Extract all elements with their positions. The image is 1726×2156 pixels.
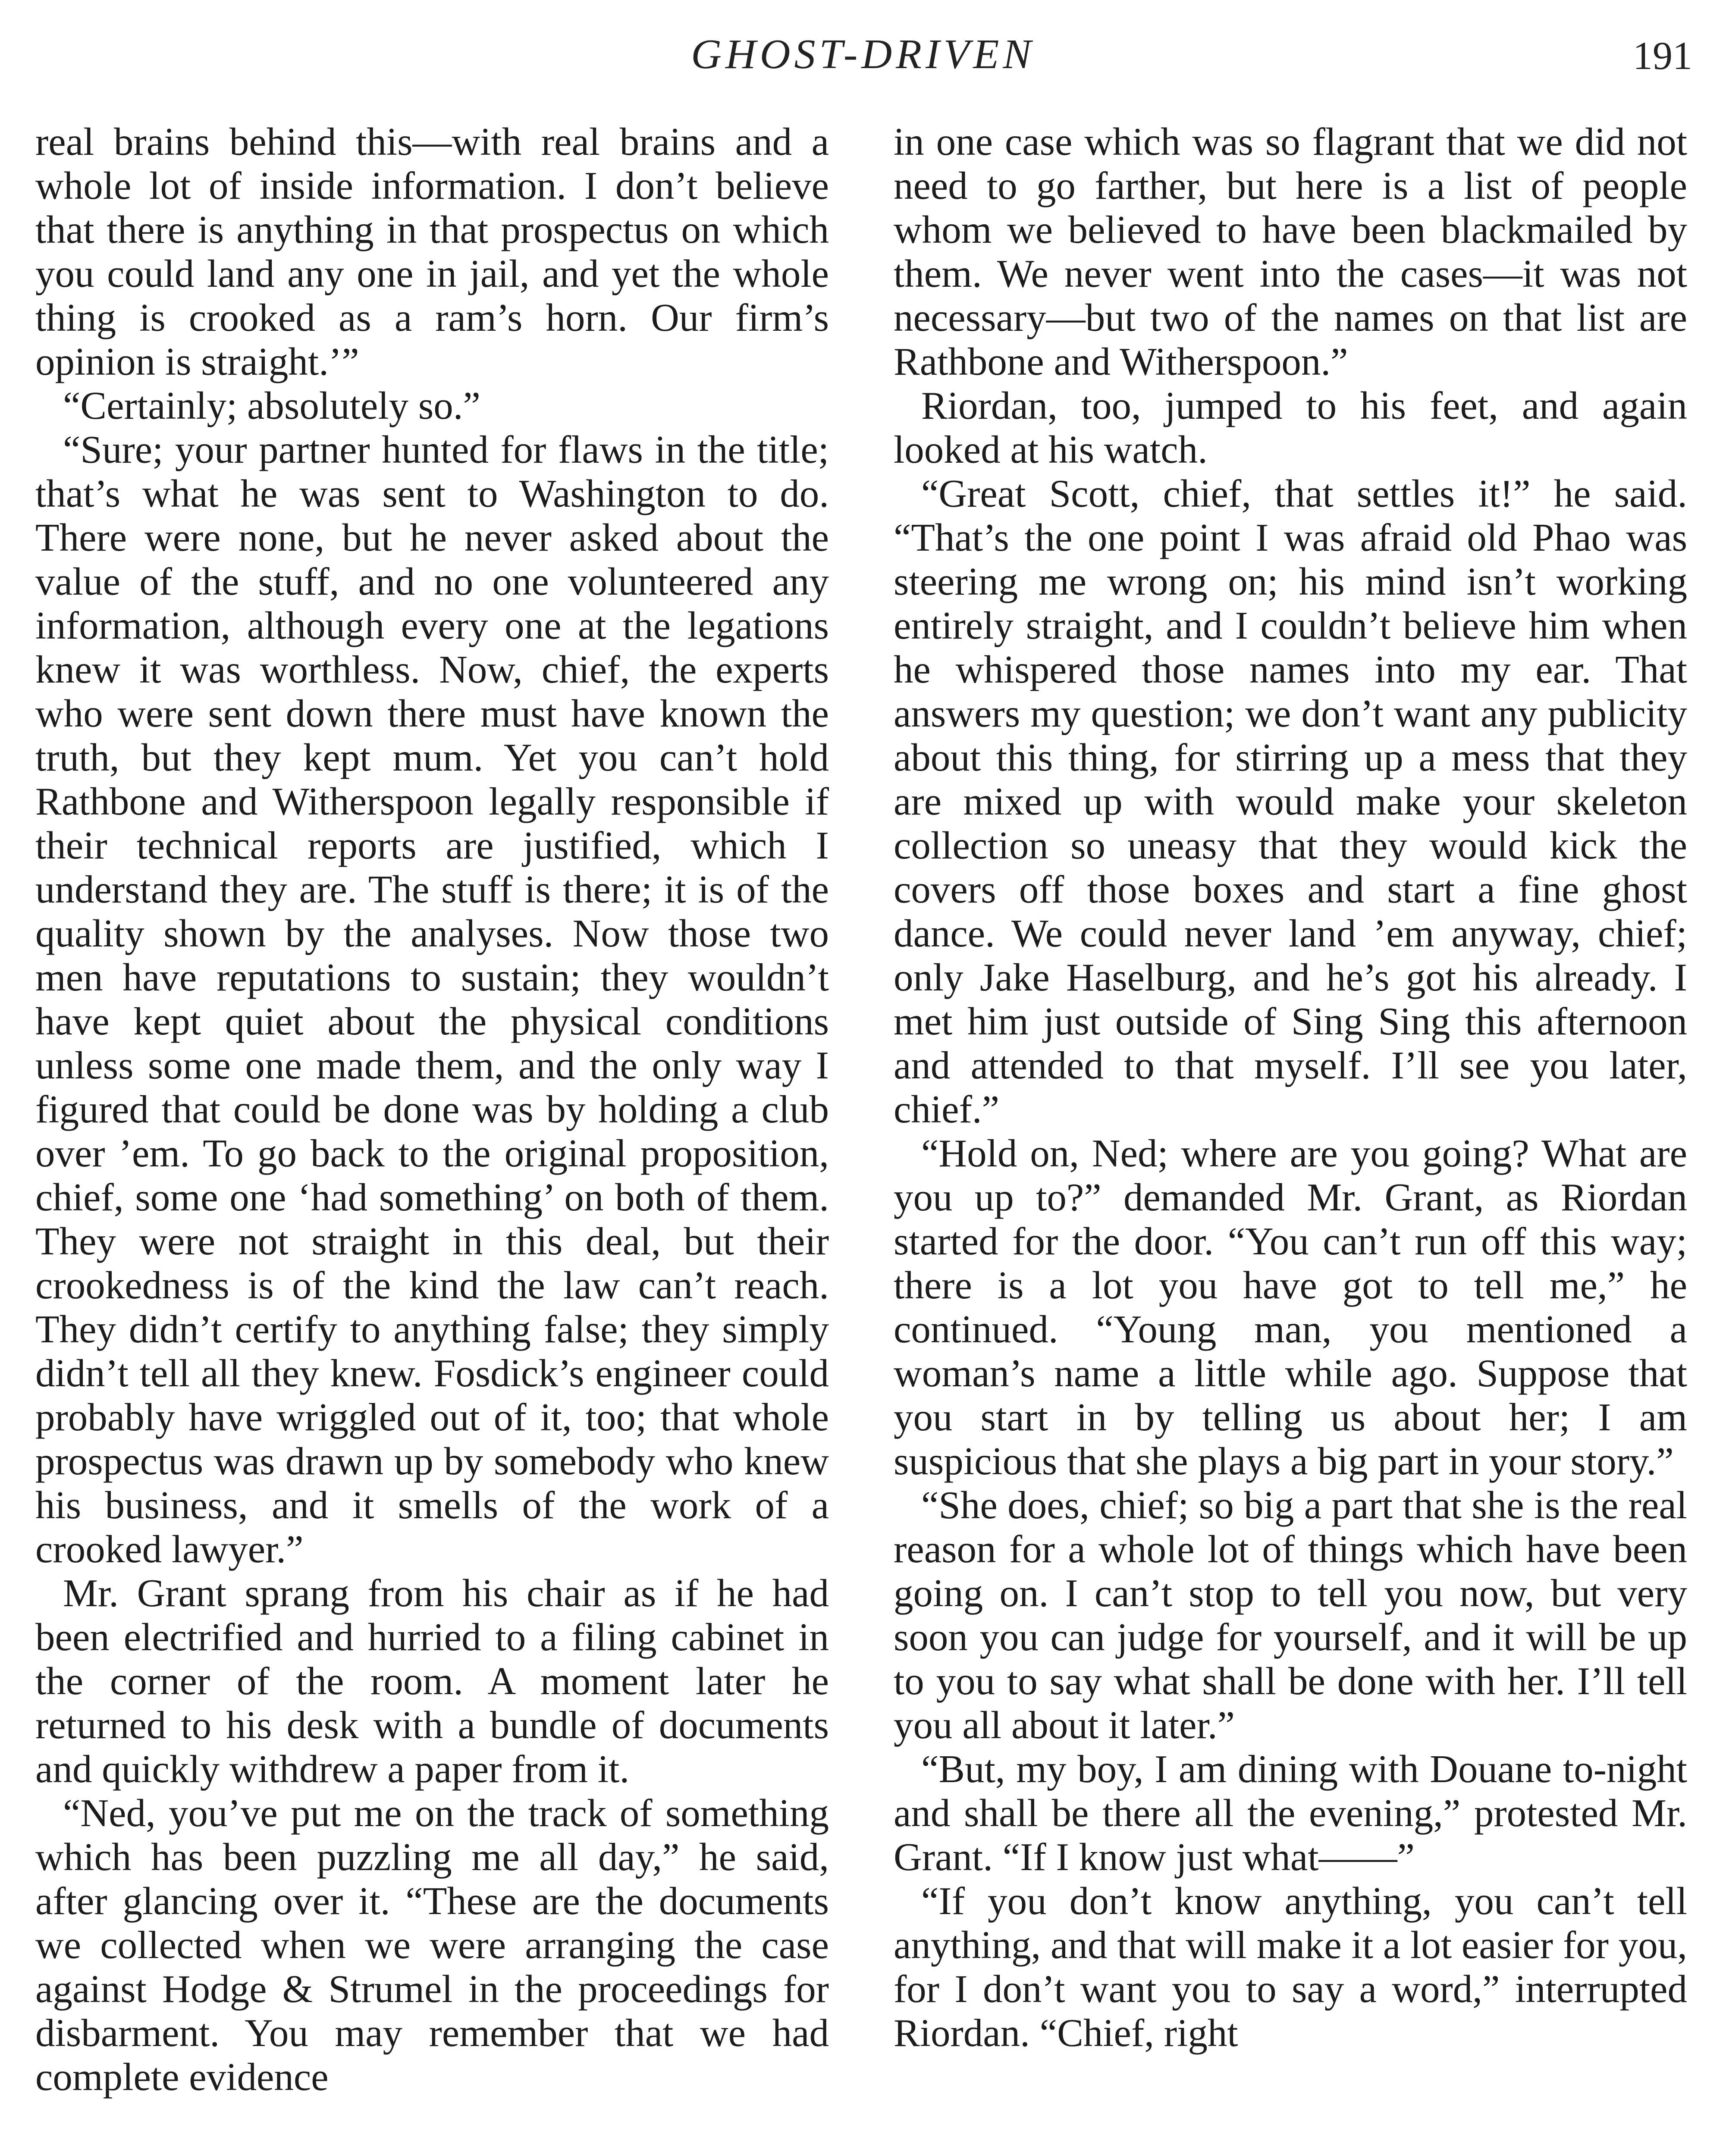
page-number: 191 [1633, 34, 1692, 78]
paragraph: “Certainly; absolutely so.” [63, 384, 480, 427]
right-column [894, 120, 1687, 2055]
left-column [35, 120, 829, 2099]
paragraph: Mr. Grant sprang from his chair as if he had been electrified and hurried to a filing cabinet in the corner of the room. A moment later he returned to his desk with a bundle of documents and quickly withdrew a paper from it. [35, 1571, 829, 1791]
paragraph: “Hold on, Ned; where are you going? What are you up to?” demanded Mr. Grant, as Riordan started for the door. “You can’t run off this way; there is a lot you have got to tell me,” he continued. “Young man, you mentioned a woman’s name a little while ago. Suppose that you start in by telling us about her; I am suspicious that she plays a big part in your story.” [894, 1131, 1687, 1483]
paragraph: Riordan, too, jumped to his feet, and again looked at his watch. [894, 384, 1687, 471]
paragraph: real brains behind this—with real brains and a whole lot of inside information. I don’t believe that there is anything in that prospectus on which you could land any one in jail, and yet the whole thing is crooked as a ram’s horn. Our firm’s opinion is straight.’” [35, 120, 829, 383]
paragraph: in one case which was so flagrant that we did not need to go farther, but here is a list of people whom we believed to have been blackmailed by them. We never went into the cases—it was not necessary—but two of the names on that list are Rathbone and Witherspoon.” [894, 120, 1687, 383]
paragraph: “Great Scott, chief, that settles it!” he said. “That’s the one point I was afraid old Phao was steering me wrong on; his mind isn’t working entirely straight, and I couldn’t believe him when he whispered those names into my ear. That answers my question; we don’t want any publicity about this thing, for stirring up a mess that they are mixed up with would make your skeleton collection so uneasy that they would kick the covers off those boxes and start a fine ghost dance. We could never land ’em anyway, chief; only Jake Haselburg, and he’s got his already. I met him just outside of Sing Sing this afternoon and attended to that myself. I’ll see you later, chief.” [894, 472, 1687, 1131]
running-title: GHOST-DRIVEN [691, 31, 1035, 78]
page-header [0, 30, 1726, 91]
paragraph: “Ned, you’ve put me on the track of something which has been puzzling me all day,” he said, after glancing over it. “These are the documents we collected when we were arranging the case against Hodge & Strumel in the proceedings for disbarment. You may remember that we had complete evidence [35, 1791, 829, 2099]
paragraph: “She does, chief; so big a part that she is the real reason for a whole lot of things which have been going on. I can’t stop to tell you now, but very soon you can judge for yourself, and it will be up to you to say what shall be done with her. I’ll tell you all about it later.” [894, 1483, 1687, 1747]
paragraph: “If you don’t know anything, you can’t tell anything, and that will make it a lot easier for you, for I don’t want you to say a word,” interrupted Riordan. “Chief, right [894, 1879, 1687, 2055]
paragraph: “But, my boy, I am dining with Douane to-night and shall be there all the evening,” protested Mr. Grant. “If I know just what——” [894, 1747, 1687, 1879]
paragraph: “Sure; your partner hunted for flaws in the title; that’s what he was sent to Washington to do. There were none, but he never asked about the value of the stuff, and no one volunteered any information, although every one at the legations knew it was worthless. Now, chief, the experts who were sent down there must have known the truth, but they kept mum. Yet you can’t hold Rathbone and Witherspoon legally responsible if their technical reports are justified, which I understand they are. The stuff is there; it is of the quality shown by the analyses. Now those two men have reputations to sustain; they wouldn’t have kept quiet about the physical conditions unless some one made them, and the only way I figured that could be done was by holding a club over ’em. To go back to the original proposition, chief, some one ‘had something’ on both of them. They were not straight in this deal, but their crookedness is of the kind the law can’t reach. They didn’t certify to anything false; they simply didn’t tell all they knew. Fosdick’s engineer could probably have wriggled out of it, too; that whole prospectus was drawn up by somebody who knew his business, and it smells of the work of a crooked lawyer.” [35, 428, 829, 1571]
